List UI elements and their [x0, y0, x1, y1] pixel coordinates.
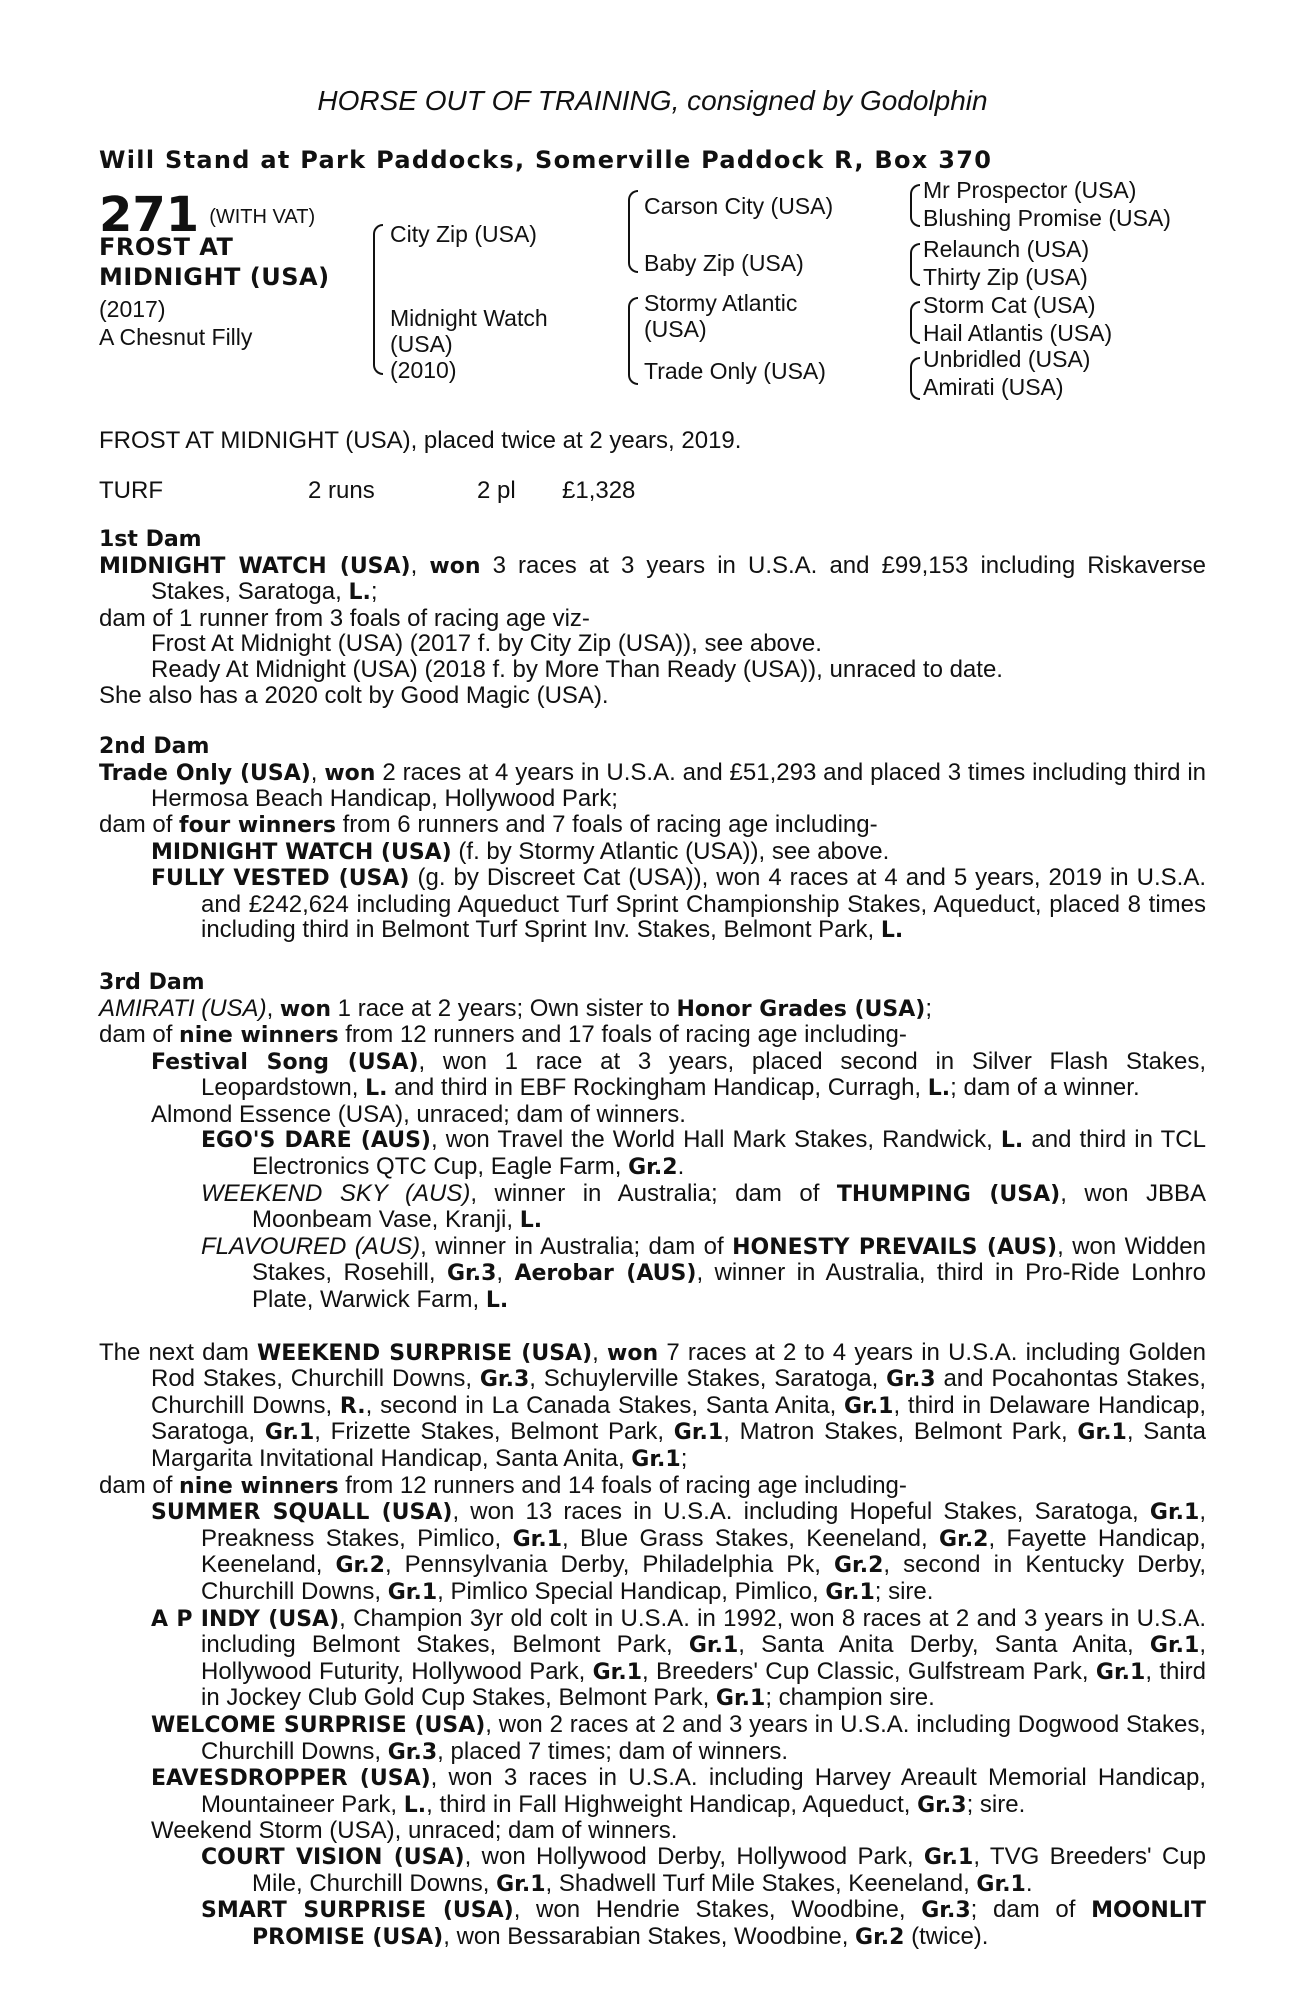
text: , winner in Australia; dam of	[420, 1232, 733, 1260]
text: The next dam	[99, 1338, 258, 1366]
listed-mark: L.	[1000, 1128, 1024, 1154]
family-notes	[99, 527, 1206, 1950]
turf-prize: £1,328	[562, 477, 636, 504]
text: 1 race at 2 years; Own sister to	[331, 994, 677, 1022]
pedigree-sdd: Thirty Zip (USA)	[923, 264, 1088, 290]
text: from 12 runners and 17 foals of racing age including-	[338, 1021, 907, 1049]
pedigree-sire-dam: Baby Zip (USA)	[644, 250, 804, 276]
turf-label: TURF	[99, 477, 163, 504]
text: , winner in Australia, third in Pro-Ride Lonhro Plate, Warwick Farm,	[252, 1259, 1206, 1314]
pedigree-dam-line2: (USA)	[390, 331, 453, 357]
first-dam-name: MIDNIGHT WATCH (USA)	[99, 553, 411, 579]
stand-location: Will Stand at Park Paddocks, Somerville Paddock R, Box 370	[99, 146, 993, 174]
text: and third in TCL Electronics QTC Cup, Eagle Farm,	[252, 1126, 1206, 1181]
produce-name: FLAVOURED (AUS)	[201, 1232, 421, 1260]
second-dam-produce-1	[99, 839, 1206, 866]
text: , won 2 races at 2 and 3 years in U.S.A. including Dogwood Stakes, Churchill Downs,	[201, 1710, 1206, 1765]
produce-name: SMART SURPRISE (USA)	[201, 1898, 514, 1924]
text: 7 races at 2 to 4 years in U.S.A. including Golden Rod Stakes, Churchill Downs,	[151, 1338, 1206, 1393]
text: , second in Kentucky Derby, Churchill Downs,	[201, 1551, 1206, 1605]
third-dam-grandproduce-3	[99, 1234, 1206, 1314]
horse-year: (2017)	[99, 296, 166, 322]
restricted-mark: R.	[339, 1393, 366, 1419]
pedigree-dam-line1: Midnight Watch	[390, 305, 548, 331]
first-dam-also: She also has a 2020 colt by Good Magic (USA).	[99, 681, 609, 709]
text: , Santa Anita Derby, Santa Anita,	[738, 1631, 1150, 1659]
text: , Santa Margarita Invitational Handicap, Santa Anita,	[151, 1418, 1206, 1472]
text: 3 races at 3 years in U.S.A. and £99,153 including Riskaverse Stakes, Saratoga,	[151, 551, 1206, 606]
produce-name: COURT VISION (USA)	[201, 1844, 465, 1870]
sister-name: Honor Grades (USA)	[676, 996, 926, 1022]
text: , TVG Breeders' Cup Mile, Churchill Downs,	[252, 1842, 1206, 1897]
grade-mark: Gr.1	[592, 1659, 643, 1685]
text: ; champion sire.	[765, 1684, 935, 1712]
third-dam-produce-1	[99, 1049, 1206, 1102]
spacer	[99, 708, 1206, 734]
text: , won 13 races in U.S.A. including Hopeful Stakes, Saratoga,	[452, 1498, 1150, 1526]
listed-mark: L.	[348, 580, 371, 606]
winners-count: nine winners	[179, 1473, 339, 1499]
grade-mark: Gr.3	[446, 1261, 497, 1287]
text: ; dam of	[970, 1896, 1092, 1924]
listed-mark: L.	[403, 1792, 427, 1818]
text: , Pimlico Special Handicap, Pimlico,	[437, 1577, 826, 1605]
text: (g. by Discreet Cat (USA)), won 4 races at 4 and 5 years, 2019 in U.S.A. and £242,624 including Aqueduct Turf Sprint Championship Stakes, Aqueduct, placed 8 times including third in Belmont Turf Sprint Inv. Stakes, Belmont Park,	[201, 864, 1206, 944]
produce-name: HONESTY PREVAILS (AUS)	[732, 1234, 1058, 1260]
second-dam-produce-2	[99, 865, 1206, 944]
text: , Preakness Stakes, Pimlico,	[201, 1498, 1206, 1552]
produce-name: WEEKEND SKY (AUS)	[201, 1179, 471, 1207]
first-dam-produce-1: Frost At Midnight (USA) (2017 f. by City Zip (USA)), see above.	[151, 630, 822, 658]
text: , Hollywood Futurity, Hollywood Park,	[201, 1631, 1206, 1685]
listed-mark: L.	[519, 1208, 543, 1234]
grade-mark: Gr.1	[923, 1844, 974, 1870]
third-dam-grandproduce-2	[99, 1181, 1206, 1234]
text: 2 races at 4 years in U.S.A. and £51,293 and placed 3 times including third in Hermosa Beach Handicap, Hollywood Park;	[151, 758, 1207, 813]
second-dam-produce-intro	[99, 812, 1206, 839]
bracket	[628, 190, 638, 273]
bracket	[910, 243, 920, 286]
won-label: won	[429, 553, 481, 579]
next-dam-produce-5: Weekend Storm (USA), unraced; dam of winners.	[151, 1817, 678, 1845]
text: , Pennsylvania Derby, Philadelphia Pk,	[384, 1551, 834, 1579]
text: and third in EBF Rockingham Handicap, Curragh,	[387, 1074, 928, 1102]
produce-name: Festival Song (USA)	[151, 1049, 419, 1075]
third-dam-grandproduce-1	[99, 1127, 1206, 1180]
text: .	[1025, 1869, 1033, 1897]
text: ; sire.	[874, 1577, 934, 1605]
catalogue-page	[99, 0, 1206, 2000]
text: , won JBBA Moonbeam Vase, Kranji,	[252, 1179, 1206, 1234]
text: (f. by Stormy Atlantic (USA)), see above.	[451, 837, 890, 865]
third-dam-produce-2: Almond Essence (USA), unraced; dam of winners.	[151, 1100, 686, 1128]
text: , third in Jockey Club Gold Cup Stakes, Belmont Park,	[201, 1657, 1207, 1712]
next-dam-produce-1	[99, 1499, 1206, 1605]
grade-mark: Gr.1	[1077, 1420, 1127, 1446]
pedigree-sds: Relaunch (USA)	[923, 236, 1090, 262]
horse-name-line2: MIDNIGHT (USA)	[99, 263, 330, 291]
text: dam of	[99, 810, 180, 838]
text: , third in Fall Highweight Handicap, Aqueduct,	[426, 1790, 918, 1818]
lot-number: 271	[99, 187, 200, 243]
grade-mark: Gr.1	[264, 1420, 315, 1446]
winners-count: four winners	[179, 812, 336, 838]
produce-name: A P INDY (USA)	[151, 1606, 340, 1632]
text: , Matron Stakes, Belmont Park,	[723, 1418, 1078, 1446]
grade-mark: Gr.1	[844, 1393, 894, 1419]
grade-mark: Gr.1	[1149, 1633, 1200, 1659]
text: ; dam of a winner.	[950, 1074, 1140, 1102]
text: , Frizette Stakes, Belmont Park,	[314, 1418, 674, 1446]
produce-name: MIDNIGHT WATCH (USA)	[151, 839, 452, 865]
text: dam of	[99, 1471, 180, 1499]
text: from 12 runners and 14 foals of racing age including-	[338, 1471, 907, 1499]
spacer	[99, 1314, 1206, 1340]
grade-mark: Gr.1	[673, 1420, 724, 1446]
grade-mark: Gr.2	[833, 1553, 884, 1579]
third-dam-record: AMIRATI (USA), won 1 race at 2 years; Own sister to Honor Grades (USA);	[99, 994, 932, 1022]
produce-name: WELCOME SURPRISE (USA)	[151, 1712, 486, 1738]
pedigree-sire: City Zip (USA)	[390, 221, 537, 247]
produce-name: EGO'S DARE (AUS)	[201, 1128, 431, 1154]
text: , winner in Australia; dam of	[470, 1179, 837, 1207]
text: , won Bessarabian Stakes, Woodbine,	[443, 1922, 856, 1950]
won-label: won	[607, 1340, 659, 1366]
text: , won 1 race at 3 years, placed second in Silver Flash Stakes, Leopardstown,	[201, 1047, 1206, 1102]
text: , won Hendrie Stakes, Woodbine,	[513, 1896, 922, 1924]
text: ,	[310, 758, 325, 786]
grade-mark: Gr.3	[886, 1367, 936, 1393]
won-label: won	[279, 996, 332, 1022]
pedigree-chart	[99, 0, 1206, 420]
pedigree-dam-line3: (2010)	[390, 357, 457, 383]
next-dam-produce-4	[99, 1765, 1206, 1818]
text: , Breeders' Cup Classic, Gulfstream Park,	[642, 1657, 1096, 1685]
next-dam-grandproduce-1	[99, 1844, 1206, 1897]
grade-mark: Gr.1	[1095, 1659, 1146, 1685]
spacer	[99, 944, 1206, 970]
horse-description: A Chesnut Filly	[99, 324, 253, 350]
pedigree-dam	[390, 305, 548, 383]
text: ;	[925, 994, 932, 1022]
next-dam-produce-2	[99, 1606, 1206, 1712]
second-dam-heading: 2nd Dam	[99, 734, 210, 760]
grade-mark: Gr.2	[628, 1155, 678, 1181]
text: , won 3 races in U.S.A. including Harvey Areault Memorial Handicap, Mountaineer Park,	[201, 1764, 1206, 1818]
pedigree-ssd: Blushing Promise (USA)	[923, 205, 1171, 231]
pedigree-dam-sire-line2: (USA)	[644, 316, 707, 342]
grade-mark: Gr.2	[335, 1553, 385, 1579]
text: , third in Delaware Handicap, Saratoga,	[151, 1391, 1207, 1446]
bracket	[628, 297, 638, 385]
text: and Pocahontas Stakes, Churchill Downs,	[151, 1365, 1206, 1419]
text: dam of	[99, 1021, 180, 1049]
pedigree-dss: Storm Cat (USA)	[923, 292, 1096, 318]
pedigree-dam-sire-line1: Stormy Atlantic	[644, 290, 798, 316]
text: , Blue Grass Stakes, Keeneland,	[562, 1524, 940, 1552]
listed-mark: L.	[880, 918, 904, 944]
text: ; sire.	[966, 1790, 1026, 1818]
produce-name: FULLY VESTED (USA)	[151, 866, 410, 892]
second-dam-record	[99, 760, 1206, 812]
turf-placed: 2 pl	[477, 477, 516, 504]
grade-mark: Gr.1	[976, 1871, 1026, 1897]
text: from 6 runners and 7 foals of racing age including-	[335, 810, 878, 838]
pedigree-dam-dam: Trade Only (USA)	[644, 358, 826, 384]
text: (twice).	[904, 1922, 989, 1950]
bracket	[373, 224, 383, 375]
text: , Champion 3yr old colt in U.S.A. in 1992, won 8 races at 2 and 3 years in U.S.A. including Belmont Stakes, Belmont Park,	[201, 1604, 1206, 1659]
pedigree-dds: Unbridled (USA)	[923, 346, 1091, 372]
text: , placed 7 times; dam of winners.	[437, 1737, 788, 1765]
text: ,	[592, 1338, 607, 1366]
text: , Schuylerville Stakes, Saratoga,	[529, 1365, 887, 1393]
third-dam-heading: 3rd Dam	[99, 969, 205, 995]
grade-mark: Gr.1	[1149, 1500, 1200, 1526]
produce-name: THUMPING (USA)	[836, 1181, 1061, 1207]
next-dam-produce-3	[99, 1712, 1206, 1765]
grade-mark: Gr.1	[387, 1579, 438, 1605]
produce-name: SUMMER SQUALL (USA)	[151, 1500, 453, 1526]
text: , second in La Canada Stakes, Santa Anita,	[365, 1391, 845, 1419]
text: , won Travel the World Hall Mark Stakes, Randwick,	[430, 1126, 1001, 1154]
pedigree-dam-sire	[644, 290, 797, 342]
next-dam-produce-intro	[99, 1473, 1206, 1500]
bracket	[910, 357, 920, 400]
pedigree-dsd: Hail Atlantis (USA)	[923, 320, 1113, 346]
page-header: HORSE OUT OF TRAINING, consigned by Godolphin	[317, 85, 988, 116]
listed-mark: L.	[485, 1288, 509, 1314]
text: , won Hollywood Derby, Hollywood Park,	[464, 1842, 924, 1870]
produce-name: Aerobar (AUS)	[514, 1261, 697, 1287]
bracket	[910, 184, 920, 227]
grade-mark: Gr.1	[631, 1447, 681, 1472]
text: , Shadwell Turf Mile Stakes, Keeneland,	[545, 1869, 977, 1897]
grade-mark: Gr.3	[479, 1367, 530, 1393]
first-dam-heading: 1st Dam	[99, 527, 202, 552]
text: ;	[370, 578, 378, 606]
text: ,	[496, 1259, 515, 1287]
listed-mark: L.	[365, 1076, 388, 1102]
text: .	[677, 1153, 685, 1181]
won-label: won	[324, 760, 376, 786]
next-dam-grandproduce-2	[99, 1897, 1206, 1950]
next-dam-record	[99, 1340, 1206, 1473]
grade-mark: Gr.3	[917, 1792, 967, 1818]
text: ;	[680, 1445, 688, 1472]
grade-mark: Gr.1	[496, 1871, 546, 1897]
pedigree-sire-sire: Carson City (USA)	[644, 193, 834, 219]
grade-mark: Gr.2	[939, 1526, 989, 1552]
pedigree-ddd: Amirati (USA)	[923, 374, 1064, 400]
produce-name: MOONLIT PROMISE (USA)	[252, 1898, 1206, 1950]
grade-mark: Gr.1	[512, 1526, 562, 1552]
grade-mark: Gr.1	[688, 1633, 739, 1659]
first-dam-produce-2: Ready At Midnight (USA) (2018 f. by More Than Ready (USA)), unraced to date.	[151, 655, 1003, 683]
turf-runs: 2 runs	[308, 477, 375, 504]
horse-name-line1: FROST AT	[99, 233, 234, 261]
next-dam-name: WEEKEND SURPRISE (USA)	[257, 1340, 593, 1366]
winners-count: nine winners	[179, 1023, 339, 1049]
text: , Fayette Handicap, Keeneland,	[201, 1524, 1207, 1579]
first-dam-produce-intro: dam of 1 runner from 3 foals of racing age viz-	[99, 604, 590, 632]
grade-mark: Gr.2	[855, 1924, 905, 1950]
first-dam-record: MIDNIGHT WATCH (USA), won 3 races at 3 years in U.S.A. and £99,153 including Riskaverse Stakes, Saratoga, L.;	[99, 551, 1206, 606]
second-dam-name: Trade Only (USA)	[99, 760, 311, 786]
grade-mark: Gr.3	[921, 1898, 971, 1924]
third-dam-produce-intro	[99, 1022, 1206, 1049]
listed-mark: L.	[927, 1076, 951, 1102]
grade-mark: Gr.1	[715, 1686, 766, 1712]
race-summary: FROST AT MIDNIGHT (USA), placed twice at 2 years, 2019.	[99, 427, 742, 454]
grade-mark: Gr.1	[825, 1579, 875, 1605]
text: , won Widden Stakes, Rosehill,	[252, 1232, 1207, 1287]
vat-note: (WITH VAT)	[209, 206, 316, 228]
pedigree-sss: Mr Prospector (USA)	[923, 177, 1137, 203]
produce-name: EAVESDROPPER (USA)	[151, 1766, 431, 1792]
grade-mark: Gr.3	[387, 1739, 438, 1765]
third-dam-name: AMIRATI (USA)	[99, 994, 267, 1022]
bracket	[910, 301, 920, 344]
